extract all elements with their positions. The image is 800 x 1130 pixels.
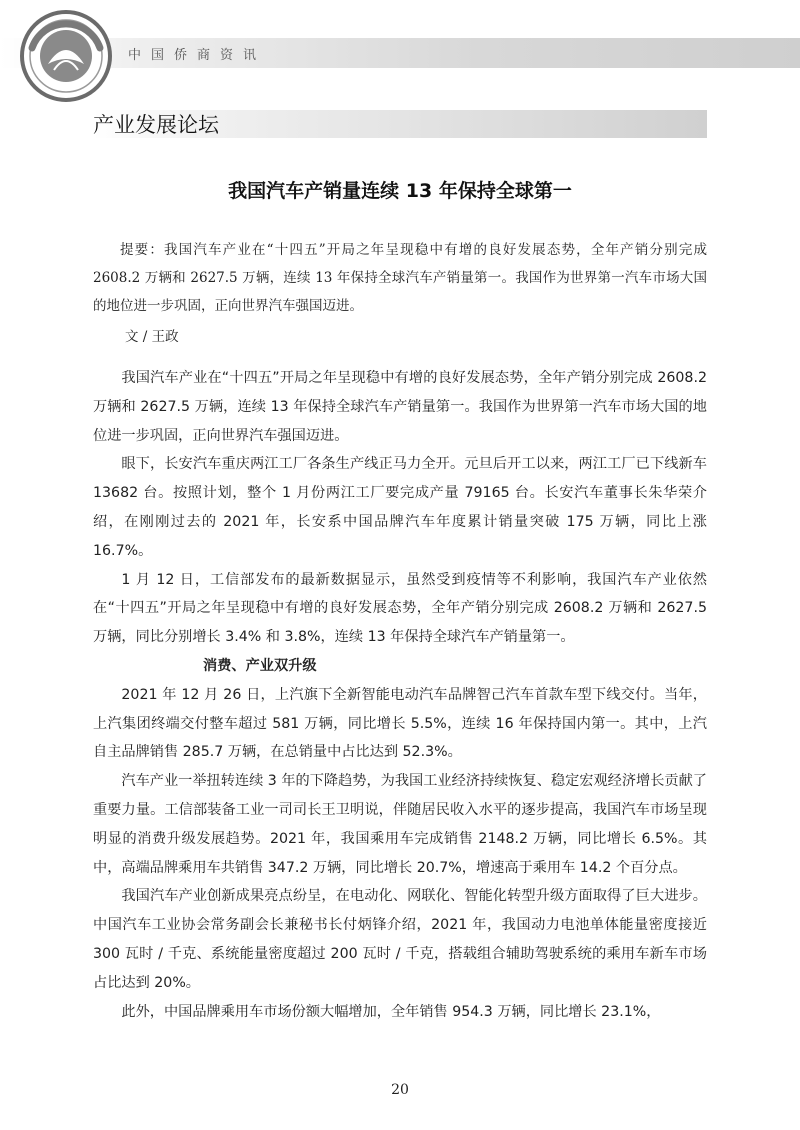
article-abstract: 提要：我国汽车产业在“十四五”开局之年呈现稳中有增的良好发展态势，全年产销分别完成 2608.2 万辆和 2627.5 万辆，连续 13 年保持全球汽车产销量第一。我国作为世界第一汽车市场大国的地位进一步巩固，正向世界汽车强国迈进。 [93,241,707,314]
body-paragraph: 我国汽车产业在“十四五”开局之年呈现稳中有增的良好发展态势，全年产销分别完成 2608.2 万辆和 2627.5 万辆，连续 13 年保持全球汽车产销量第一。我国作为世界第一汽车市场大国的地位进一步巩固，正向世界汽车强国迈进。 [93,370,707,444]
magazine-name: 中国侨商资讯 [128,48,267,63]
article-body [93,364,707,1026]
header-band [0,38,800,68]
body-paragraph: 我国汽车产业创新成果亮点纷呈，在电动化、网联化、智能化转型升级方面取得了巨大进步。中国汽车工业协会常务副会长兼秘书长付炳锋介绍，2021 年，我国动力电池单体能量密度接近 300 瓦时 / 千克、系统能量密度超过 200 瓦时 / 千克，搭载组合辅助驾驶系统的乘用车新车市场占比达到 20%。 [93,888,707,991]
page-number: 20 [391,1082,409,1098]
article-title: 我国汽车产销量连续 13 年保持全球第一 [228,180,572,202]
body-paragraph: 2021 年 12 月 26 日，上汽旗下全新智能电动汽车品牌智己汽车首款车型下线交付。当年，上汽集团终端交付整车超过 581 万辆，同比增长 5.5%，连续 16 年保持国内第一。其中，上汽自主品牌销售 285.7 万辆，在总销量中占比达到 52.3%。 [93,686,707,761]
magazine-logo [18,8,114,104]
body-paragraph: 眼下，长安汽车重庆两江工厂各条生产线正马力全开。元旦后开工以来，两江工厂已下线新车 13682 台。按照计划，整个 1 月份两江工厂要完成产量 79165 台。长安汽车董事长朱华荣介绍，在刚刚过去的 2021 年，长安系中国品牌汽车年度累计销量突破 175 万辆，同比上涨 16.7%。 [93,456,707,559]
body-paragraph: 此外，中国品牌乘用车市场份额大幅增加，全年销售 954.3 万辆，同比增长 23.1%， [121,1003,661,1020]
section-title: 产业发展论坛 [93,113,219,137]
article-byline: 文 / 王政 [125,329,179,345]
article-subheading: 消费、产业双升级 [203,657,317,674]
body-paragraph: 汽车产业一举扭转连续 3 年的下降趋势，为我国工业经济持续恢复、稳定宏观经济增长贡献了重要力量。工信部装备工业一司司长王卫明说，伴随居民收入水平的逐步提高，我国汽车市场呈现明显的消费升级发展趋势。2021 年，我国乘用车完成销售 2148.2 万辆，同比增长 6.5%。其中，高端品牌乘用车共销售 347.2 万辆，同比增长 20.7%，增速高于乘用车 14.2 个百分点。 [93,773,707,876]
body-paragraph: 1 月 12 日，工信部发布的最新数据显示，虽然受到疫情等不利影响，我国汽车产业依然在“十四五”开局之年呈现稳中有增的良好发展态势，全年产销分别完成 2608.2 万辆和 2627.5 万辆，同比分别增长 3.4% 和 3.8%，连续 13 年保持全球汽车产销量第一。 [93,571,707,646]
